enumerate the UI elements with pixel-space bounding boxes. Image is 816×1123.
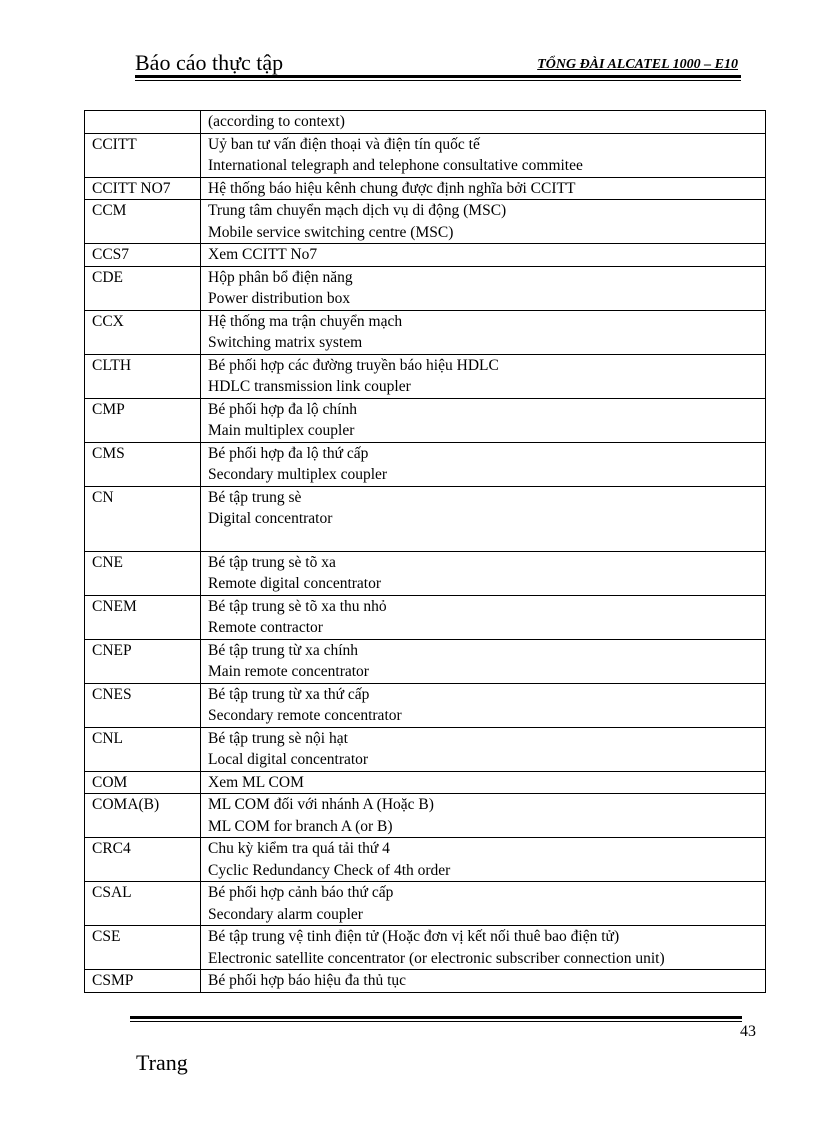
- description-line: Hệ thống báo hiệu kênh chung được định nghĩa bởi CCITT: [208, 179, 576, 197]
- abbreviation-code: CLTH: [85, 354, 201, 398]
- table-row: [85, 442, 766, 486]
- header-document-title: TỔNG ĐÀI ALCATEL 1000 – E10: [537, 57, 738, 72]
- abbreviation-description: [201, 882, 766, 926]
- description-line: Switching matrix system: [208, 334, 363, 351]
- abbreviation-code: CCX: [85, 310, 201, 354]
- abbreviation-code: CNEP: [85, 639, 201, 683]
- description-line: Uỷ ban tư vấn điện thoại và điện tín quốc tế: [208, 135, 480, 153]
- table-row: [85, 595, 766, 639]
- description-line: Bé tập trung sè: [208, 488, 302, 506]
- table-row: [85, 266, 766, 310]
- footer-rule: [130, 1016, 742, 1019]
- description-line: Bé phối hợp báo hiệu đa thủ tục: [208, 972, 407, 989]
- abbreviation-description: [201, 398, 766, 442]
- description-line: (according to context): [208, 113, 345, 130]
- abbreviation-code: [85, 111, 201, 134]
- abbreviation-code: CDE: [85, 266, 201, 310]
- abbreviation-table-body: [85, 111, 766, 993]
- description-line: ML COM đối với nhánh A (Hoặc B): [208, 796, 434, 813]
- table-row: [85, 771, 766, 794]
- page-number: 43: [740, 1023, 756, 1040]
- abbreviation-code: CRC4: [85, 838, 201, 882]
- table-row: [85, 970, 766, 993]
- abbreviation-code: CCS7: [85, 244, 201, 267]
- description-line: HDLC transmission link coupler: [208, 378, 411, 395]
- description-line: Main multiplex coupler: [208, 422, 355, 439]
- description-line: Hệ thống ma trận chuyển mạch: [208, 312, 403, 330]
- description-line: Power distribution box: [208, 290, 351, 307]
- description-line: Secondary multiplex coupler: [208, 466, 388, 483]
- table-row: [85, 310, 766, 354]
- description-line: Electronic satellite concentrator (or electronic subscriber connection unit): [208, 949, 665, 967]
- description-line: Bé phối hợp các đường truyền báo hiệu HDLC: [208, 356, 499, 374]
- description-line: Bé tập trung sè nội hạt: [208, 729, 348, 747]
- table-row: [85, 926, 766, 970]
- header-rule-thin: [135, 80, 741, 81]
- table-row: [85, 639, 766, 683]
- abbreviation-code: CMS: [85, 442, 201, 486]
- abbreviation-code: CCITT NO7: [85, 177, 201, 200]
- footer-rule-thin: [130, 1021, 742, 1022]
- description-line: Bé tập trung vệ tinh điện tử (Hoặc đơn vị kết nối thuê bao điện tử): [208, 928, 620, 945]
- abbreviation-code: CNL: [85, 727, 201, 771]
- description-line: Bé tập trung từ xa chính: [208, 641, 359, 659]
- abbreviation-description: [201, 200, 766, 244]
- description-line: Mobile service switching centre (MSC): [208, 223, 454, 241]
- abbreviation-code: CSAL: [85, 882, 201, 926]
- description-line: Bé phối hợp cảnh báo thứ cấp: [208, 884, 394, 901]
- table-row: [85, 683, 766, 727]
- abbreviation-description: [201, 111, 766, 134]
- header-report-title: Báo cáo thực tập: [135, 50, 284, 75]
- description-line: Trung tâm chuyển mạch dịch vụ di động (MSC): [208, 202, 507, 219]
- abbreviation-description: [201, 595, 766, 639]
- abbreviation-description: [201, 486, 766, 551]
- description-line: Bé phối hợp đa lộ thứ cấp: [208, 444, 369, 462]
- abbreviation-description: [201, 639, 766, 683]
- header-rule: [135, 75, 741, 78]
- description-line: Bé phối hợp đa lộ chính: [208, 400, 357, 418]
- abbreviation-description: [201, 727, 766, 771]
- abbreviation-description: [201, 266, 766, 310]
- table-row: [85, 882, 766, 926]
- description-line: Remote digital concentrator: [208, 575, 382, 592]
- abbreviation-code: CCITT: [85, 133, 201, 177]
- abbreviation-description: [201, 794, 766, 838]
- abbreviation-description: [201, 310, 766, 354]
- abbreviation-code: CNE: [85, 551, 201, 595]
- description-line: Xem ML COM: [208, 773, 304, 791]
- table-row: [85, 398, 766, 442]
- description-line: Main remote concentrator: [208, 663, 369, 680]
- description-line: Digital concentrator: [208, 510, 333, 527]
- abbreviation-description: [201, 838, 766, 882]
- table-row: [85, 244, 766, 267]
- abbreviation-description: [201, 442, 766, 486]
- abbreviation-description: [201, 926, 766, 970]
- row-spacer: [208, 530, 758, 551]
- abbreviation-description: [201, 970, 766, 993]
- abbreviation-table: [84, 110, 766, 993]
- description-line: Cyclic Redundancy Check of 4th order: [208, 861, 451, 879]
- table-row: [85, 727, 766, 771]
- description-line: Bé tập trung từ xa thứ cấp: [208, 685, 370, 703]
- abbreviation-description: [201, 133, 766, 177]
- table-row: [85, 794, 766, 838]
- table-row: [85, 133, 766, 177]
- abbreviation-code: COMA(B): [85, 794, 201, 838]
- description-line: Chu kỳ kiểm tra quá tải thứ 4: [208, 840, 390, 857]
- description-line: Secondary remote concentrator: [208, 707, 402, 724]
- abbreviation-description: [201, 551, 766, 595]
- description-line: Local digital concentrator: [208, 751, 369, 768]
- table-row: [85, 111, 766, 134]
- description-line: Secondary alarm coupler: [208, 905, 363, 923]
- abbreviation-code: CN: [85, 486, 201, 551]
- abbreviation-code: CSE: [85, 926, 201, 970]
- description-line: Remote contractor: [208, 619, 323, 636]
- table-row: [85, 200, 766, 244]
- description-line: Bé tập trung sè tõ xa: [208, 553, 336, 571]
- description-line: Xem CCITT No7: [208, 246, 318, 263]
- table-row: [85, 354, 766, 398]
- abbreviation-description: [201, 244, 766, 267]
- table-row: [85, 551, 766, 595]
- abbreviation-code: CSMP: [85, 970, 201, 993]
- abbreviation-description: [201, 771, 766, 794]
- abbreviation-description: [201, 177, 766, 200]
- abbreviation-code: CNES: [85, 683, 201, 727]
- abbreviation-code: CCM: [85, 200, 201, 244]
- description-line: Bé tập trung sè tõ xa thu nhỏ: [208, 597, 387, 615]
- description-line: International telegraph and telephone consultative commitee: [208, 157, 583, 174]
- abbreviation-code: CNEM: [85, 595, 201, 639]
- abbreviation-description: [201, 354, 766, 398]
- table-row: [85, 838, 766, 882]
- footer-label: Trang: [136, 1050, 188, 1075]
- abbreviation-code: CMP: [85, 398, 201, 442]
- table-row: [85, 177, 766, 200]
- description-line: Hộp phân bổ điện năng: [208, 268, 353, 286]
- description-line: ML COM for branch A (or B): [208, 817, 393, 835]
- abbreviation-code: COM: [85, 771, 201, 794]
- table-row: [85, 486, 766, 551]
- abbreviation-description: [201, 683, 766, 727]
